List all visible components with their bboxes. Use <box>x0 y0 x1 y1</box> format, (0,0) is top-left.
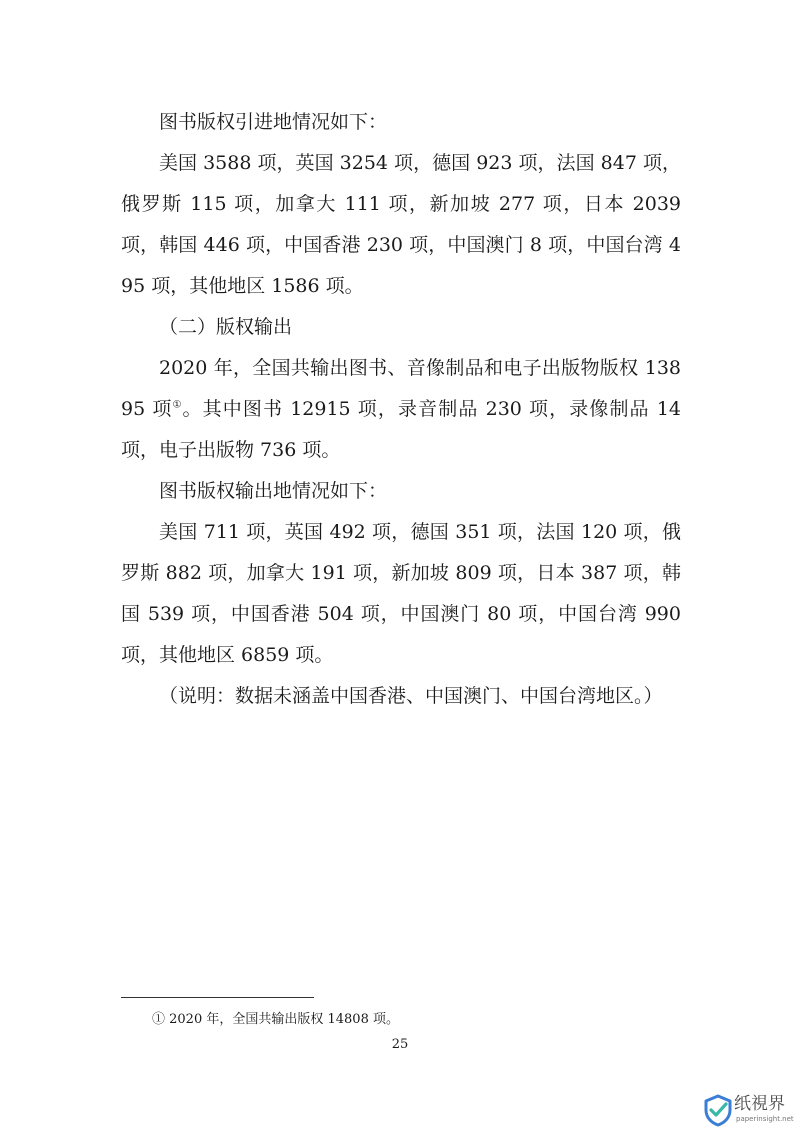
watermark-title: 纸視界 <box>734 1094 785 1114</box>
section-heading: （二）版权输出 <box>159 316 293 338</box>
shield-check-logo-icon <box>700 1092 736 1128</box>
page-number: 25 <box>391 1037 409 1052</box>
import-list-paragraph: 美国 3588 项，英国 3254 项，德国 923 项，法国 847 项，俄罗斯 115 项，加拿大 111 项，新加坡 277 项，日本 2039 项，韩国 446 项，中国香港 230 项，中国澳门 8 项，中国台湾 495 项，其他地区 1586 项。 <box>121 152 681 297</box>
export-summary-paragraph <box>121 348 681 471</box>
export-list-paragraph: 美国 711 项，英国 492 项，德国 351 项，法国 120 项，俄罗斯 882 项，加拿大 191 项，新加坡 809 项，日本 387 项，韩国 539 项，中国香港 504 项，中国澳门 80 项，中国台湾 990 项，其他地区 6859 项。 <box>121 521 681 666</box>
footnote: ① 2020 年，全国共输出版权 14808 项。 <box>152 1012 399 1027</box>
watermark-subtitle: paperinsight.net <box>736 1115 794 1123</box>
export-summary-text-continued: 。其中图书 12915 项，录音制品 230 项，录像制品 14 项，电子出版物 736 项。 <box>121 398 681 461</box>
export-summary-text: 2020 年，全国共输出图书、音像制品和电子出版物版权 13895 项 <box>121 357 681 420</box>
footnote-divider <box>121 997 314 998</box>
footnote-reference: ① <box>172 399 183 411</box>
watermark <box>700 1092 796 1128</box>
data-note: （说明：数据未涵盖中国香港、中国澳门、中国台湾地区。） <box>159 685 663 707</box>
export-heading: 图书版权输出地情况如下： <box>159 480 388 502</box>
import-heading: 图书版权引进地情况如下： <box>159 111 388 133</box>
